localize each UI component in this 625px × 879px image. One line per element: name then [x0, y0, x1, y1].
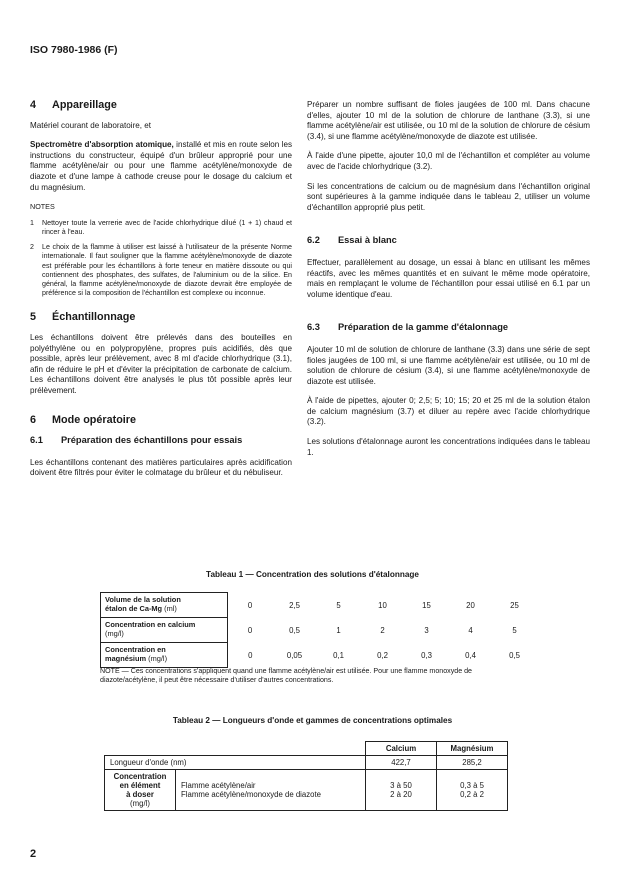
table-2-caption: Tableau 2 — Longueurs d'onde et gammes de concentrations optimales [172, 716, 453, 725]
page-number: 2 [30, 848, 37, 860]
section-6-2-heading: 6.2 Essai à blanc [307, 235, 397, 246]
section-5-heading: 5 Échantillonnage [30, 311, 136, 324]
table-row [105, 742, 508, 756]
table-1-caption: Tableau 1 — Concentration des solutions d'étalonnage [206, 570, 419, 579]
wavelength-label: Longueur d'onde (nm) [105, 756, 366, 770]
s6-3-paragraph-2: À l'aide de pipettes, ajouter 0; 2,5; 5; 10; 15; 20 et 25 ml de la solution étalon de calcium magnésium (3.7) et diluer au repère avec l'acide chlorhydrique (3.2). [307, 396, 590, 427]
row-label: Concentration en magnésium (mg/l) [101, 643, 228, 668]
table-1-note: NOTE — Ces concentrations s'appliquent quand une flamme acétylène/air est utilisée. Pour une flamme monoxyde de diazote/acétylène, il peut être nécessaire d'utiliser d'autres concentrations. [100, 667, 473, 684]
notes-title: NOTES [30, 202, 55, 212]
table-row: Volume de la solution étalon de Ca-Mg (ml) 0 2,5 5 10 15 20 25 [101, 593, 537, 618]
s4-paragraph-1: Matériel courant de laboratoire, et [30, 120, 152, 130]
table-row: Concentration en élément à doser (mg/l) Flamme acétylène/air Flamme acétylène/monoxyde de diazote 3 à 50 2 à 20 0,3 à 5 0,2 à 2 [105, 770, 508, 811]
s5-paragraph: Les échantillons doivent être prélevés dans des bouteilles en polyéthylène ou en polypropylène, propres puis acidifiés, dès que possible, après leur prélèvement, avec 8 ml d'acide chlorhydrique (3.1), afin de réduire le pH et d'éviter la précipitation de carbonate de calcium. Les échantillons doivent être analysés le plus tôt possible après leur prélèvement. [30, 332, 292, 395]
table-row: Concentration en magnésium (mg/l) 0 0,05 0,1 0,2 0,3 0,4 0,5 [101, 643, 537, 668]
note-2: 2 Le choix de la flamme à utiliser est laissé à l'utilisateur de la présente Norme internationale. Il faut souligner que la flamme acétylène/monoxyde de diazote est préférable pour les échantillons à forte teneur en matière dissoute ou qui contiennent des phosphates, des sulfates, de l'aluminium ou de la silice. En général, la flamme acétylène/monoxyde de diazote devrait être employée de préférence si la composition de l'échantillon est complexe ou inconnue. [30, 243, 292, 298]
right-column [307, 100, 590, 467]
concentration-label: Concentration en élément à doser (mg/l) [105, 770, 176, 811]
flame-types: Flamme acétylène/air Flamme acétylène/monoxyde de diazote [176, 770, 366, 811]
r-paragraph-3: Si les concentrations de calcium ou de magnésium dans l'échantillon original sont supérieures à la gamme indiquée dans le tableau 2, utiliser un volume d'échantillon approprié plus petit. [307, 181, 590, 212]
row-label: Concentration en calcium (mg/l) [101, 618, 228, 643]
s6-2-paragraph: Effectuer, parallèlement au dosage, un essai à blanc en utilisant les mêmes réactifs, avec les mêmes quantités et en suivant le même mode opératoire, mais en remplaçant le volume de l'échantillon pour essai utilisé en 6.1 par un volume identique d'eau. [307, 257, 590, 299]
section-4-heading: 4 Appareillage [30, 99, 117, 111]
col-magnesium: Magnésium [437, 742, 508, 756]
table-row: Longueur d'onde (nm) 422,7 285,2 [105, 756, 508, 770]
table-2 [104, 741, 508, 811]
s6-1-paragraph: Les échantillons contenant des matières particulaires après acidification doivent être filtrés pour éviter le colmatage du brûleur et du nébuliseur. [30, 457, 292, 478]
row-label: Volume de la solution étalon de Ca-Mg (ml) [101, 593, 228, 618]
col-calcium: Calcium [366, 742, 437, 756]
table-row: Concentration en calcium (mg/l) 0 0,5 1 2 3 4 5 [101, 618, 537, 643]
s6-3-paragraph-1: Ajouter 10 ml de solution de chlorure de lanthane (3.3) dans une série de sept fioles jaugées de 100 ml, si une flamme acétylène/air est utilisée, ou 10 ml de solution de chlorure de césium (3.4), si une flamme acétylène/monoxyde de diazote est utilisée. [307, 344, 590, 386]
table-1 [100, 592, 537, 668]
document-code: ISO 7980-1986 (F) [30, 44, 118, 56]
section-6-1-heading: 6.1 Préparation des échantillons pour essais [30, 435, 243, 446]
r-paragraph-2: À l'aide d'une pipette, ajouter 10,0 ml de l'échantillon et compléter au volume avec de l'acide chlorhydrique (3.2). [307, 151, 590, 171]
left-column [30, 100, 292, 488]
note-1: 1 Nettoyer toute la verrerie avec de l'acide chlorhydrique dilué (1 + 1) chaud et rincer à l'eau. [30, 218, 292, 236]
section-6-heading: 6 Mode opératoire [30, 413, 137, 426]
s4-paragraph-2: Spectromètre d'absorption atomique, installé et mis en route selon les instructions du constructeur, équipé d'un brûleur approprié pour une flamme acétylène/air ou pour une flamme acétylène/monoxyde de diazote et d'une lampe à cathode creuse pour le dosage du calcium et du magnésium. [30, 140, 292, 192]
s6-3-paragraph-3: Les solutions d'étalonnage auront les concentrations indiquées dans le tableau 1. [307, 437, 590, 457]
r-paragraph-1: Préparer un nombre suffisant de fioles jaugées de 100 ml. Dans chacune d'elles, ajouter 10 ml de la solution de chlorure de lanthane (3.3), si une flamme acétylène/air est utilisée, ou 10 ml de la solution de chlorure de césium (3.4), si une flamme acétylène/monoxyde de diazote est utilisée. [307, 100, 590, 141]
section-6-3-heading: 6.3 Préparation de la gamme d'étalonnage [307, 322, 509, 333]
